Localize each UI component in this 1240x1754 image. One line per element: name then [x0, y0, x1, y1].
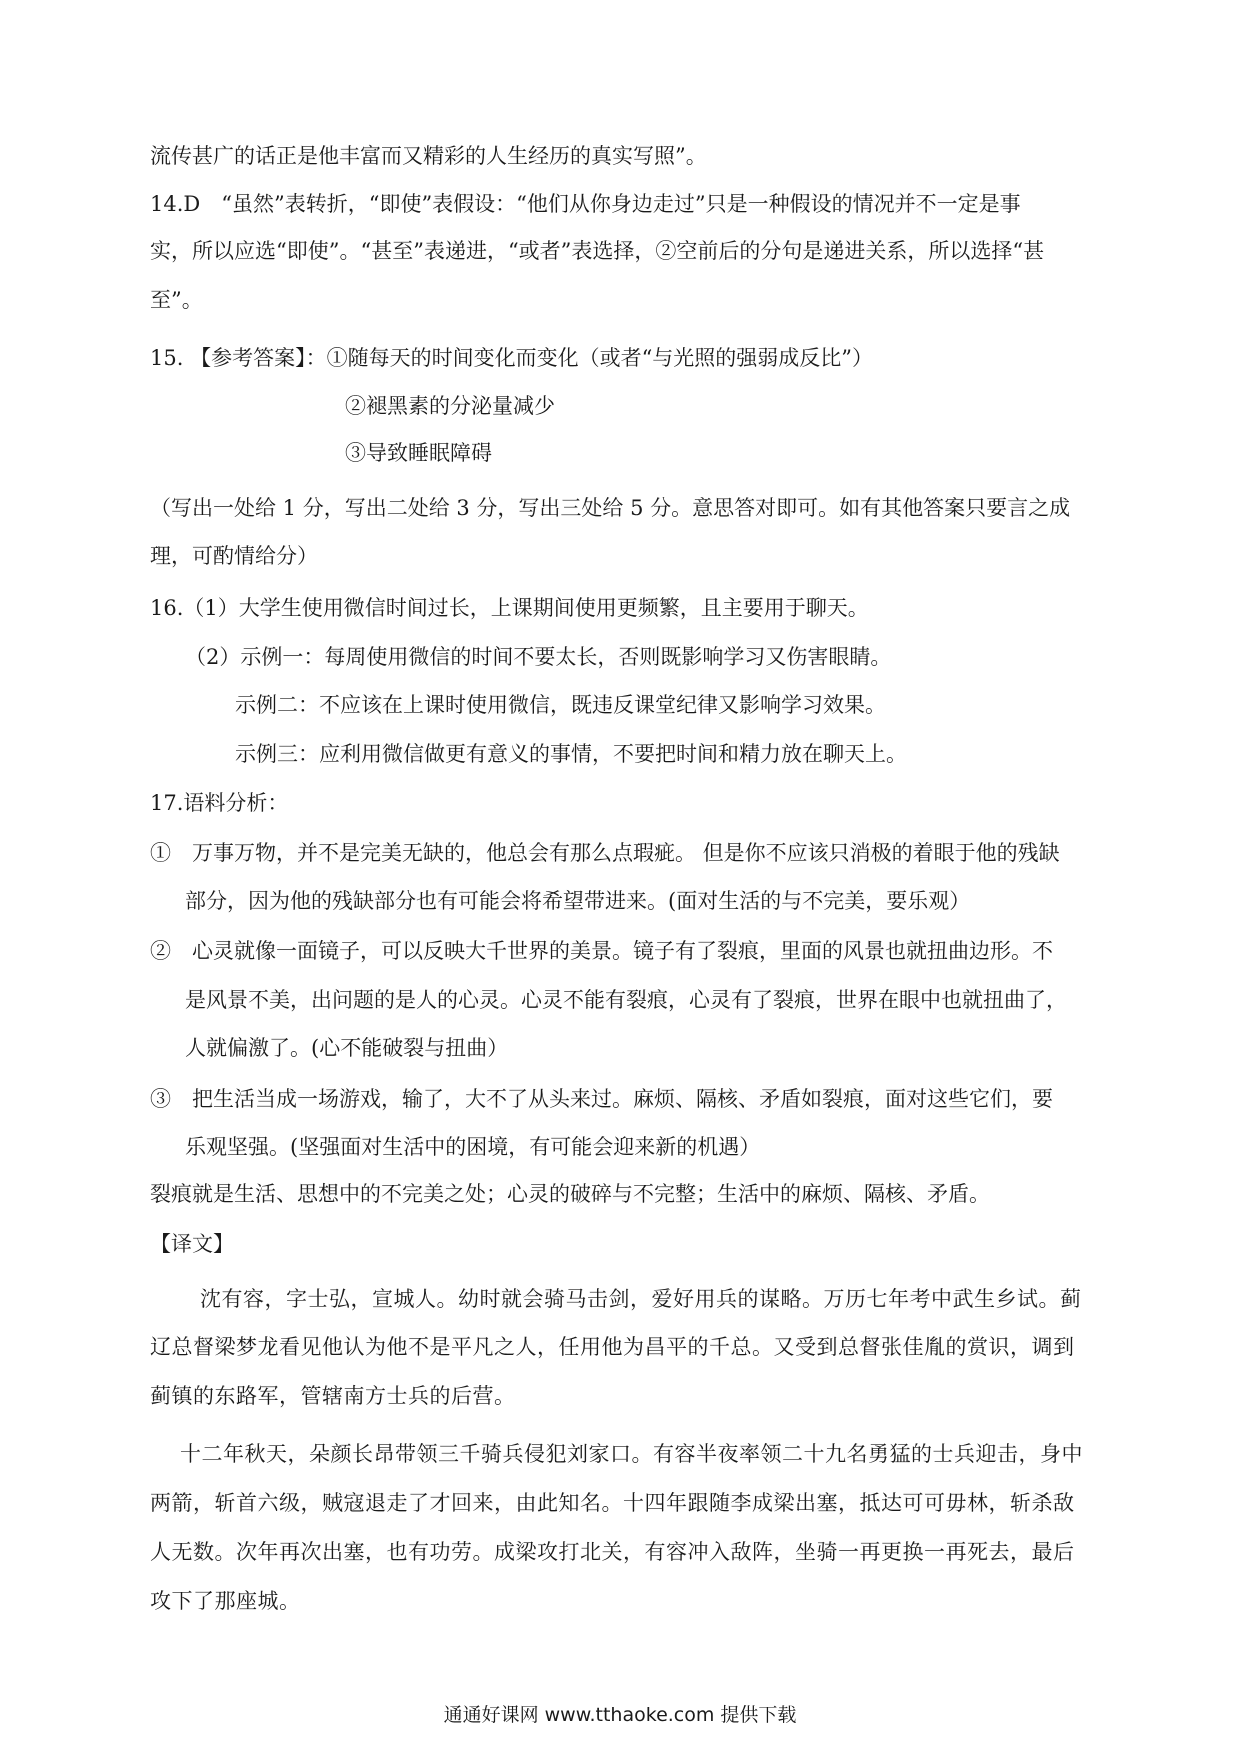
text-line: 蓟镇的东路军，管辖南方士兵的后营。 [150, 1384, 516, 1408]
text-line: 14.D “虽然”表转折，“即使”表假设：“他们从你身边走过”只是一种假设的情况并不一定是事 [150, 192, 1021, 216]
text-line: 部分，因为他的残缺部分也有可能会将希望带进来。(面对生活的与不完美，要乐观） [185, 889, 971, 913]
text-line: 攻下了那座城。 [150, 1589, 301, 1613]
text-line: 流传甚广的话正是他丰富而又精彩的人生经历的真实写照”。 [150, 144, 707, 168]
text-line: 人无数。次年再次出塞，也有功劳。成梁攻打北关，有容冲入敌阵，坐骑一再更换一再死去，最后 [150, 1540, 1075, 1564]
text-line: 17.语料分析： [150, 791, 289, 815]
page-footer: 通通好课网 www.tthaoke.com 提供下载 [443, 1704, 797, 1726]
text-line: 示例三：应利用微信做更有意义的事情，不要把时间和精力放在聊天上。 [235, 742, 907, 766]
text-line: 15. 【参考答案】：①随每天的时间变化而变化（或者“与光照的强弱成反比”） [150, 346, 874, 370]
text-line: 乐观坚强。(坚强面对生活中的困境，有可能会迎来新的机遇） [185, 1135, 761, 1159]
text-line: 理，可酌情给分） [150, 544, 318, 568]
text-line: 裂痕就是生活、思想中的不完美之处；心灵的破碎与不完整；生活中的麻烦、隔核、矛盾。 [150, 1182, 990, 1206]
text-line: ① 万事万物，并不是完美无缺的，他总会有那么点瑕疵。 但是你不应该只消极的着眼于他的残缺 [150, 841, 1060, 865]
text-line: 十二年秋天，朵颜长昂带领三千骑兵侵犯刘家口。有容半夜率领二十九名勇猛的士兵迎击，身中 [180, 1442, 1083, 1466]
text-line: 沈有容，字士弘，宣城人。幼时就会骑马击剑，爱好用兵的谋略。万历七年考中武生乡试。蓟 [200, 1287, 1082, 1311]
text-line: ③导致睡眠障碍 [345, 441, 492, 465]
text-line: （2）示例一：每周使用微信的时间不要太长，否则既影响学习又伤害眼睛。 [185, 645, 892, 669]
text-line: ② 心灵就像一面镜子，可以反映大千世界的美景。镜子有了裂痕，里面的风景也就扭曲边形。不 [150, 939, 1053, 963]
text-line: ③ 把生活当成一场游戏，输了，大不了从头来过。麻烦、隔核、矛盾如裂痕，面对这些它们，要 [150, 1087, 1053, 1111]
text-line: 人就偏激了。(心不能破裂与扭曲） [185, 1036, 509, 1060]
text-line: （写出一处给 1 分，写出二处给 3 分，写出三处给 5 分。意思答对即可。如有其他答案只要言之成 [150, 496, 1071, 520]
text-line: 两箭，斩首六级，贼寇退走了才回来，由此知名。十四年跟随李成梁出塞，抵达可可毋林，斩杀敌 [150, 1491, 1075, 1515]
text-line: 示例二：不应该在上课时使用微信，既违反课堂纪律又影响学习效果。 [235, 693, 886, 717]
text-line: ②褪黑素的分泌量减少 [345, 394, 555, 418]
text-line: 至”。 [150, 288, 203, 312]
text-line: 辽总督梁梦龙看见他认为他不是平凡之人，任用他为昌平的千总。又受到总督张佳胤的赏识，调到 [150, 1335, 1075, 1359]
section-heading: 【译文】 [150, 1232, 234, 1256]
text-line: 实，所以应选“即使”。“甚至”表递进，“或者”表选择，②空前后的分句是递进关系，所以选择“甚 [150, 239, 1045, 263]
text-line: 是风景不美，出问题的是人的心灵。心灵不能有裂痕，心灵有了裂痕，世界在眼中也就扭曲了， [185, 988, 1067, 1012]
text-line: 16.（1）大学生使用微信时间过长，上课期间使用更频繁，且主要用于聊天。 [150, 596, 869, 620]
